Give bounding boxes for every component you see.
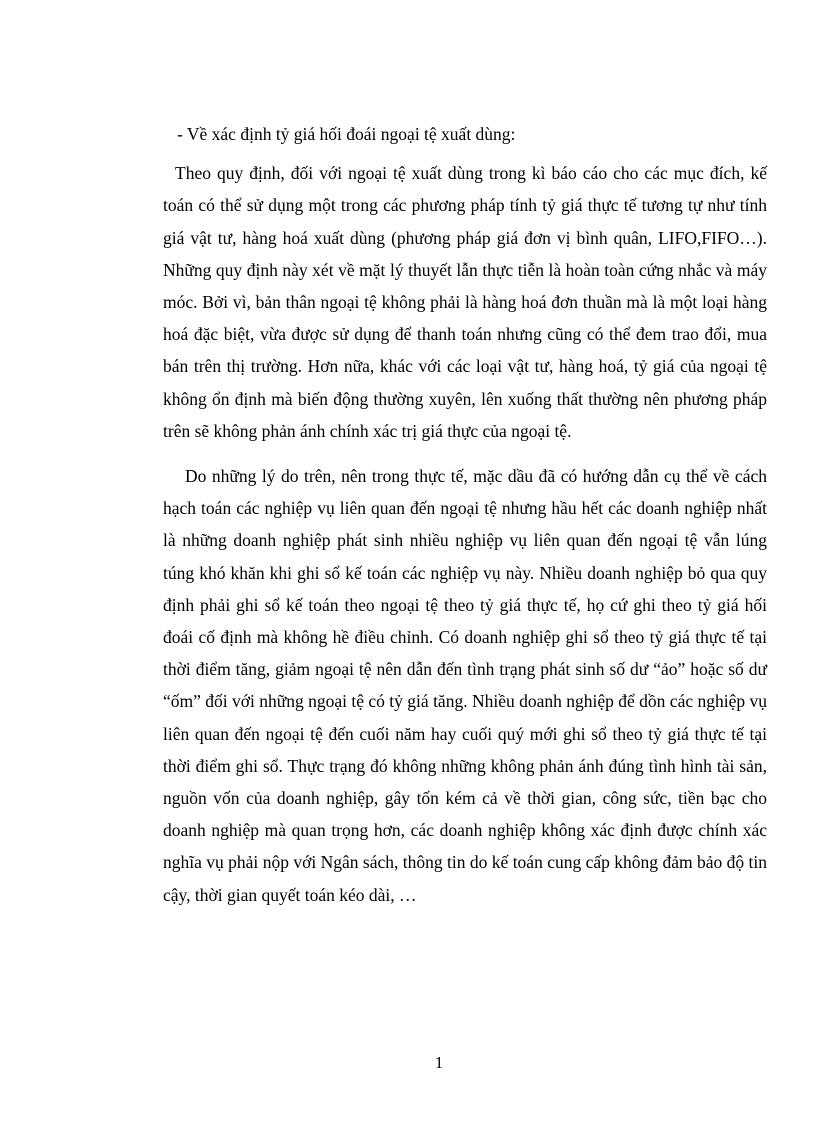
page-content — [163, 118, 767, 911]
section-heading: - Về xác định tỷ giá hối đoái ngoại tệ xuất dùng: — [177, 124, 516, 144]
paragraph-1: Theo quy định, đối với ngoại tệ xuất dùng trong kì báo cáo cho các mục đích, kế toán có thể sử dụng một trong các phương pháp tính tỷ giá thực tế tương tự như tính giá vật tư, hàng hoá xuất dùng (phương pháp giá đơn vị bình quân, LIFO,FIFO…). Những quy định này xét về mặt lý thuyết lẫn thực tiễn là hoàn toàn cứng nhắc và máy móc. Bởi vì, bản thân ngoại tệ không phải là hàng hoá đơn thuần mà là một loại hàng hoá đặc biệt, vừa được sử dụng để thanh toán nhưng cũng có thể đem trao đổi, mua bán trên thị trường. Hơn nữa, khác với các loại vật tư, hàng hoá, tỷ giá của ngoại tệ không ổn định mà biến động thường xuyên, lên xuống thất thường nên phương pháp trên sẽ không phản ánh chính xác trị giá thực của ngoại tệ. — [163, 163, 767, 441]
page-number: 1 — [434, 1053, 444, 1072]
paragraph-2: Do những lý do trên, nên trong thực tế, mặc dầu đã có hướng dẫn cụ thể về cách hạch toán các nghiệp vụ liên quan đến ngoại tệ nhưng hầu hết các doanh nghiệp nhất là những doanh nghiệp phát sinh nhiều nghiệp vụ liên quan đến ngoại tệ vẫn lúng túng khó khăn khi ghi sổ kế toán các nghiệp vụ này. Nhiều doanh nghiệp bỏ qua quy định phải ghi sổ kế toán theo ngoại tệ theo tỷ giá thực tế, họ cứ ghi theo tỷ giá hối đoái cố định mà không hề điều chỉnh. Có doanh nghiệp ghi sổ theo tỷ giá thực tế tại thời điểm tăng, giảm ngoại tệ nên dẫn đến tình trạng phát sinh số dư “ảo” hoặc số dư “ốm” đối với những ngoại tệ có tỷ giá tăng. Nhiều doanh nghiệp để dồn các nghiệp vụ liên quan đến ngoại tệ đến cuối năm hay cuối quý mới ghi sổ theo tỷ giá thực tế tại thời điểm ghi sổ. Thực trạng đó không những không phản ánh đúng tình hình tài sản, nguồn vốn của doanh nghiệp, gây tốn kém cả về thời gian, công sức, tiền bạc cho doanh nghiệp mà quan trọng hơn, các doanh nghiệp không xác định được chính xác nghĩa vụ phải nộp với Ngân sách, thông tin do kế toán cung cấp không đảm bảo độ tin cậy, thời gian quyết toán kéo dài, … — [163, 466, 767, 905]
